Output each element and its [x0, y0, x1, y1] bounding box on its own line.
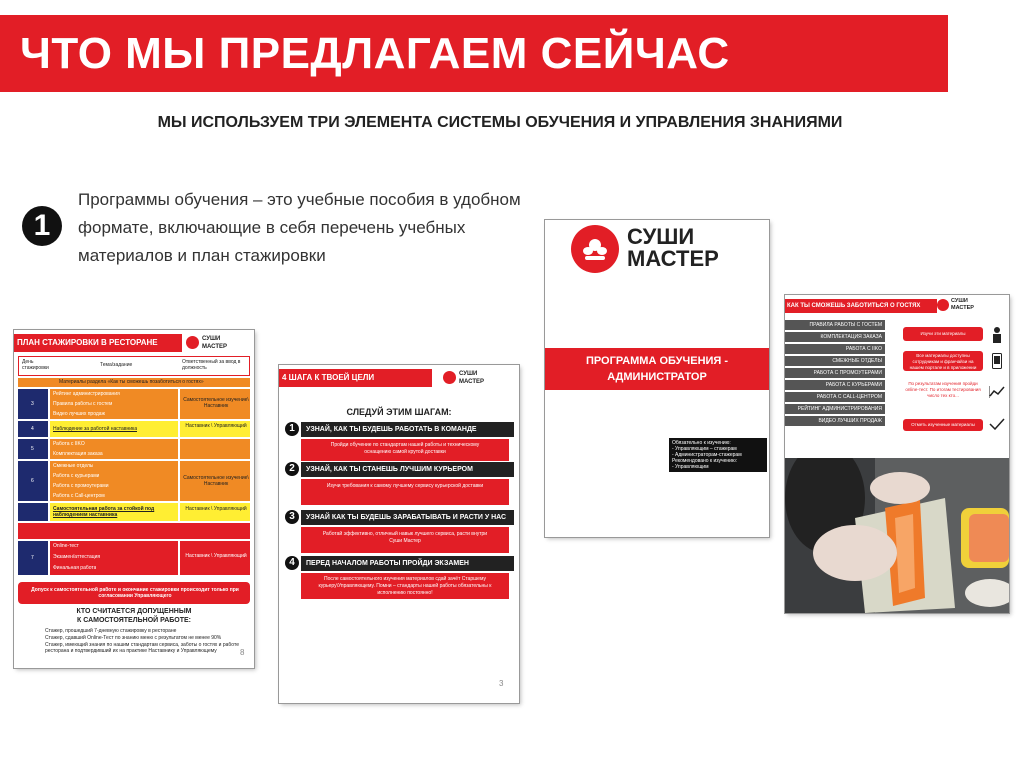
resp-cell [180, 421, 250, 437]
doc-program-cover [545, 220, 769, 537]
step-body: Изучи требования к самому лучшему сервису курьерской доставки [301, 479, 509, 505]
doc3-logo [571, 225, 741, 275]
doc4-logo [937, 298, 997, 314]
doc3-band-title: ПРОГРАММА ОБУЧЕНИЯ - АДМИНИСТРАТОР [585, 355, 729, 383]
menu-item: КОМПЛЕКТАЦИЯ ЗАКАЗА [785, 332, 885, 342]
title-bar [0, 15, 948, 92]
day-cell [18, 503, 48, 521]
doc2-logo [443, 369, 513, 387]
doc3-logo-line2: МАСТЕР [627, 246, 719, 271]
day-cell [18, 439, 48, 459]
menu-item: СМЕЖНЫЕ ОТДЕЛЫ [785, 356, 885, 366]
step-pill: Отметь изученные материалы [903, 419, 983, 431]
col-task: Тема/задание [100, 362, 133, 368]
task-cell [50, 389, 178, 419]
task-cell [50, 541, 178, 575]
doc4-header: КАК ТЫ СМОЖЕШЬ ЗАБОТИТЬСЯ О ГОСТЯХ [785, 299, 937, 313]
task-text: Смежные отделы [53, 463, 94, 469]
task-text: Комплектация заказа [53, 451, 103, 457]
step-pill: Все материалы доступны сотрудникам и франчайзи на нашем портале и в приложении [903, 351, 983, 371]
task-text: Видео лучших продаж [53, 411, 105, 417]
resp-cell [180, 541, 250, 575]
col-resp: Ответственный за ввод в должность [182, 359, 241, 371]
day-number: 5 [31, 446, 34, 452]
info-line: - Администраторам-стажерам [672, 452, 742, 458]
day-cell [18, 461, 48, 501]
resp-text: Наставник \ Управляющий [185, 423, 247, 429]
step-title: УЗНАЙ, КАК ТЫ СТАНЕШЬ ЛУЧШИМ КУРЬЕРОМ [301, 462, 514, 477]
resp-cell [180, 461, 250, 501]
doc1-admission-note [18, 582, 250, 604]
step-body: После самостоятельного изучения материалов сдай зачёт Старшему курьеру\Управляющему. Помни – стандарты нашей работы обязательны к исполнению постоянно! [301, 573, 509, 599]
resp-text: Самостоятельное изучение\ Наставник [183, 397, 249, 409]
sushi-rolling-illustration [785, 458, 1009, 613]
menu-item: РАБОТА С ПРОМОУТЕРАМИ [785, 368, 885, 378]
task-text: Работа с курьерами [53, 473, 100, 479]
task-text: Работа с Call-центром [53, 493, 105, 499]
criteria-item: Стажер, сдавший Online-Тест по знанию меню с результатом не менее 90% [45, 635, 222, 641]
doc1-table [18, 356, 250, 576]
info-line: Рекомендовано к изучению: [672, 458, 738, 464]
step-number: 4 [285, 556, 299, 570]
day-cell [18, 421, 48, 437]
task-cell [50, 461, 178, 501]
doc3-title-band [545, 348, 769, 390]
logo-icon [443, 371, 456, 384]
table-header-row [18, 356, 250, 376]
step-body: Работай эффективно, отличный навык лучшего сервиса, расти внутри Суши Мастер [301, 527, 509, 553]
section-row-text: Материалы раздела «Как ты сможешь позаботиться о гостях» [59, 379, 204, 385]
doc1-header: ПЛАН СТАЖИРОВКИ В РЕСТОРАНЕ [14, 334, 182, 352]
task-text: Работа с промоутерами [53, 483, 109, 489]
menu-item: РАБОТА С КУРЬЕРАМИ [785, 380, 885, 390]
task-cell [50, 503, 178, 521]
doc2-logo-text: СУШИ МАСТЕР [459, 371, 485, 385]
resp-cell [180, 389, 250, 419]
logo-icon [937, 299, 949, 311]
task-cell [50, 421, 178, 437]
menu-item: РЕЙТИНГ АДМИНИСТРИРОВАНИЯ [785, 404, 885, 414]
doc2-header: 4 ШАГА К ТВОЕЙ ЦЕЛИ [279, 369, 432, 387]
menu-item: РАБОТА С IIKO [785, 344, 885, 354]
step-body: Пройди обучение по стандартам нашей работы и техническому оснащению самой крутой доставки [301, 439, 509, 461]
doc4-logo-text: СУШИ МАСТЕР [951, 298, 974, 311]
resp-text: Наставник \ Управляющий [185, 506, 247, 512]
step-number: 3 [285, 510, 299, 524]
day-cell [18, 541, 48, 575]
checkmark-icon [989, 417, 1005, 429]
task-cell [50, 439, 178, 459]
item-number-badge: 1 [22, 206, 62, 246]
slide-subtitle: МЫ ИСПОЛЬЗУЕМ ТРИ ЭЛЕМЕНТА СИСТЕМЫ ОБУЧЕНИЯ И УПРАВЛЕНИЯ ЗНАНИЯМИ [157, 114, 843, 131]
sushi-photo [785, 458, 1009, 613]
criteria-item: Стажер, прошедший 7-дневную стажировку в ресторане [45, 628, 177, 634]
resp-text: Наставник \ Управляющий [185, 553, 247, 559]
doc1-criteria-title: КТО СЧИТАЕТСЯ ДОПУЩЕННЫМ К САМОСТОЯТЕЛЬНОЙ РАБОТЕ: [76, 608, 192, 624]
col-day: День стажировки [22, 359, 49, 371]
doc3-info-box [669, 438, 767, 472]
doc1-logo-text: СУШИ МАСТЕР [202, 336, 228, 350]
info-line: - Управляющим [672, 464, 709, 470]
doc-four-steps [279, 365, 519, 703]
person-icon [991, 327, 1003, 343]
doc2-page-number: 3 [499, 679, 504, 688]
doc2-follow-title: СЛЕДУЙ ЭТИМ ШАГАМ: [346, 407, 452, 417]
menu-item: ВИДЕО ЛУЧШИХ ПРОДАЖ [785, 416, 885, 426]
task-text: Наблюдение за работой наставника [53, 426, 138, 432]
criteria-item: Стажер, имеющий знания по нашим стандартам сервиса, заботы о гостях и работе ресторана и подтвердивший их на практике Наставнику и Управляющему [45, 642, 239, 654]
task-text: Online-тест [53, 543, 79, 549]
doc1-page-number: 8 [240, 648, 245, 657]
doc-guest-care [785, 295, 1009, 613]
phone-icon [992, 353, 1002, 369]
step-number: 1 [285, 422, 299, 436]
doc1-logo [186, 334, 248, 352]
task-text: Финальная работа [53, 565, 97, 571]
table-red-divider [18, 523, 250, 539]
task-text: Самостоятельная работа за стойкой под наблюдением наставника [53, 506, 155, 518]
resp-cell [180, 503, 250, 521]
admission-note-text: Допуск к самостоятельной работе и окончание стажировки происходит только при согласовании Управляющего [31, 587, 239, 599]
resp-cell [180, 439, 250, 459]
table-row [18, 541, 250, 575]
step-title: УЗНАЙ КАК ТЫ БУДЕШЬ ЗАРАБАТЫВАТЬ И РАСТИ У НАС [301, 510, 514, 525]
day-number: 7 [31, 555, 34, 561]
info-line: Обязательно к изучению: [672, 440, 731, 446]
table-row [18, 439, 250, 459]
logo-icon [571, 225, 619, 273]
step-pill: Изучи эти материалы [903, 327, 983, 341]
menu-item: РАБОТА С CALL-ЦЕНТРОМ [785, 392, 885, 402]
table-row [18, 389, 250, 419]
step-number: 2 [285, 462, 299, 476]
day-number: 6 [31, 478, 34, 484]
table-row [18, 503, 250, 521]
task-text: Правила работы с гостем [53, 401, 113, 407]
day-number: 4 [31, 426, 34, 432]
task-text: Рейтинг администрирования [53, 391, 120, 397]
slide-title: ЧТО МЫ ПРЕДЛАГАЕМ СЕЙЧАС [20, 29, 730, 78]
step-title: ПЕРЕД НАЧАЛОМ РАБОТЫ ПРОЙДИ ЭКЗАМЕН [301, 556, 514, 571]
table-row [18, 421, 250, 437]
step-title: УЗНАЙ, КАК ТЫ БУДЕШЬ РАБОТАТЬ В КОМАНДЕ [301, 422, 514, 437]
info-line: - Управляющим – стажерам [672, 446, 737, 452]
table-section-row [18, 378, 250, 387]
day-number: 3 [31, 401, 34, 407]
item-description: Программы обучения – это учебные пособия в удобном формате, включающие в себя перечень учебных материалов и план стажировки [78, 190, 521, 265]
step-pill: По результатам изучения пройди online-тест. По итогам тестирования число тех кто... [903, 379, 983, 405]
task-text: Работа с IIKO [53, 441, 85, 447]
table-row [18, 461, 250, 501]
task-text: Экзамен/аттестация [53, 554, 101, 560]
menu-item: ПРАВИЛА РАБОТЫ С ГОСТЕМ [785, 320, 885, 330]
fish-flower-icon [571, 225, 619, 273]
day-cell [18, 389, 48, 419]
doc-training-plan [14, 330, 254, 668]
logo-icon [186, 336, 199, 349]
resp-text: Самостоятельное изучение\ Наставник [183, 475, 249, 487]
doc3-logo-line1: СУШИ [627, 224, 695, 249]
chart-icon [989, 385, 1005, 397]
